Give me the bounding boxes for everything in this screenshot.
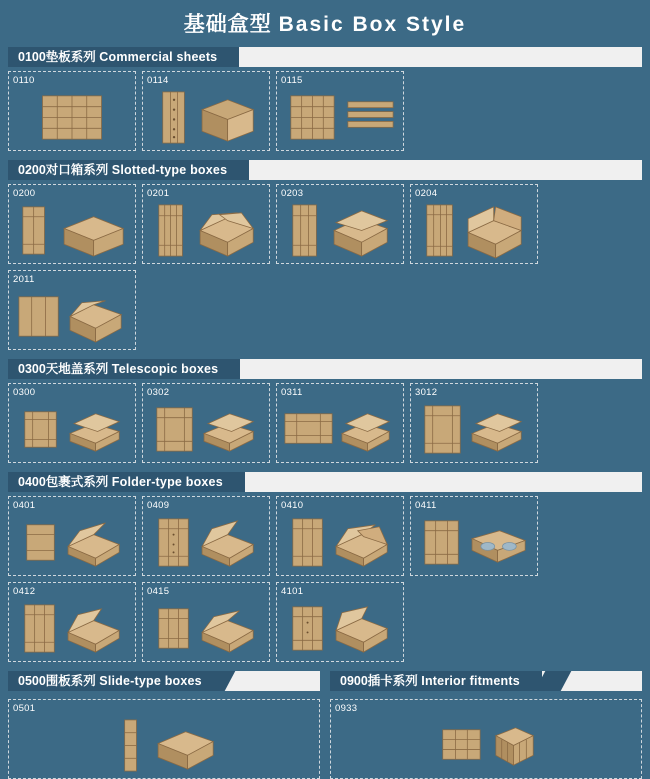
box-code: 0302	[147, 387, 170, 398]
section-title-cn: 0200对口箱系列	[18, 163, 109, 177]
section-header-0200	[8, 160, 642, 180]
page-title-en: Basic Box Style	[278, 13, 467, 36]
box-code: 0501	[13, 703, 36, 714]
box-code: 2011	[13, 274, 35, 285]
section-header-0300	[8, 359, 642, 379]
box-code: 0409	[147, 500, 170, 511]
section-0400	[8, 472, 642, 662]
box-code: 0203	[281, 188, 304, 199]
box-card-0401[interactable]	[8, 496, 136, 576]
section-header-0900	[330, 671, 642, 691]
box-card-2011[interactable]	[8, 270, 136, 350]
bottom-bands	[8, 662, 642, 695]
section-title-en: Commercial sheets	[99, 50, 218, 64]
box-code: 4101	[281, 586, 304, 597]
box-diagram-0204	[411, 201, 537, 260]
box-card-0411[interactable]	[410, 496, 538, 576]
box-card-0412[interactable]	[8, 582, 136, 662]
section-title-en: Telescopic boxes	[111, 362, 219, 376]
box-code: 0415	[147, 586, 170, 597]
box-diagram-0300	[9, 400, 135, 459]
box-card-0200[interactable]	[8, 184, 136, 264]
section-title-en: Folder-type boxes	[111, 475, 223, 489]
box-diagram-0409	[143, 513, 269, 572]
box-card-4101[interactable]	[276, 582, 404, 662]
box-diagram-0401	[9, 513, 135, 572]
box-code: 0311	[281, 387, 303, 398]
box-card-0300[interactable]	[8, 383, 136, 463]
section-tab-0400	[8, 472, 245, 492]
box-diagram-0110	[9, 88, 135, 147]
box-code: 3012	[415, 387, 438, 398]
box-card-0311[interactable]	[276, 383, 404, 463]
box-diagram-0412	[9, 599, 135, 658]
box-diagram-0933	[331, 716, 641, 775]
section-tab-0300	[8, 359, 240, 379]
box-diagram-0115	[277, 88, 403, 147]
bottom-left-band-wrap	[8, 662, 330, 695]
box-diagram-0501	[9, 716, 319, 775]
section-bottom	[8, 662, 642, 779]
box-card-0302[interactable]	[142, 383, 270, 463]
box-code: 0300	[13, 387, 36, 398]
box-code: 0110	[13, 75, 35, 86]
section-0200	[8, 160, 642, 350]
box-code: 0411	[415, 500, 437, 511]
box-card-0409[interactable]	[142, 496, 270, 576]
box-diagram-4101	[277, 599, 403, 658]
card-row-0100	[8, 71, 642, 151]
section-tab-0500	[8, 671, 224, 691]
box-diagram-3012	[411, 400, 537, 459]
box-code: 0412	[13, 586, 36, 597]
bottom-cards	[8, 699, 642, 779]
box-card-0415[interactable]	[142, 582, 270, 662]
box-diagram-0201	[143, 201, 269, 260]
box-diagram-0410	[277, 513, 403, 572]
box-card-0933[interactable]	[330, 699, 642, 779]
card-row-0300	[8, 383, 642, 463]
section-tab-0200	[8, 160, 249, 180]
box-diagram-0203	[277, 201, 403, 260]
section-header-0500	[8, 671, 320, 691]
bottom-left-cards	[8, 699, 330, 779]
box-card-0410[interactable]	[276, 496, 404, 576]
card-row-0200	[8, 184, 642, 350]
box-code: 0114	[147, 75, 169, 86]
bottom-right-band-wrap	[330, 662, 642, 695]
section-title-cn: 0100垫板系列	[18, 50, 96, 64]
box-diagram-0302	[143, 400, 269, 459]
bottom-right-cards	[330, 699, 642, 779]
box-code: 0401	[13, 500, 36, 511]
section-title-cn: 0500围板系列	[18, 674, 96, 688]
box-code: 0204	[415, 188, 438, 199]
box-card-0501[interactable]	[8, 699, 320, 779]
box-card-0110[interactable]	[8, 71, 136, 151]
box-card-3012[interactable]	[410, 383, 538, 463]
section-0100	[8, 47, 642, 151]
page-title-cn: 基础盒型	[183, 13, 272, 36]
box-diagram-0114	[143, 88, 269, 147]
box-code: 0933	[335, 703, 358, 714]
section-title-cn: 0300天地盖系列	[18, 362, 109, 376]
box-card-0204[interactable]	[410, 184, 538, 264]
section-header-0100	[8, 47, 642, 67]
box-card-0114[interactable]	[142, 71, 270, 151]
card-row-0400	[8, 496, 642, 662]
box-code: 0410	[281, 500, 304, 511]
box-diagram-2011	[9, 287, 135, 346]
section-0300	[8, 359, 642, 463]
box-code: 0200	[13, 188, 36, 199]
section-tab-0100	[8, 47, 239, 67]
box-card-0115[interactable]	[276, 71, 404, 151]
box-diagram-0415	[143, 599, 269, 658]
box-diagram-0411	[411, 513, 537, 572]
page-title	[0, 0, 650, 38]
box-diagram-0200	[9, 201, 135, 260]
box-diagram-0311	[277, 400, 403, 459]
section-title-cn: 0900插卡系列	[340, 674, 418, 688]
section-tab-0900	[330, 671, 542, 691]
section-title-en: Slotted-type boxes	[111, 163, 228, 177]
section-title-cn: 0400包裹式系列	[18, 475, 109, 489]
section-header-0400	[8, 472, 642, 492]
box-code: 0201	[147, 188, 170, 199]
box-code: 0115	[281, 75, 303, 86]
box-card-0203[interactable]	[276, 184, 404, 264]
section-title-en: Slide-type boxes	[99, 674, 202, 688]
box-card-0201[interactable]	[142, 184, 270, 264]
section-title-en: Interior fitments	[421, 674, 520, 688]
